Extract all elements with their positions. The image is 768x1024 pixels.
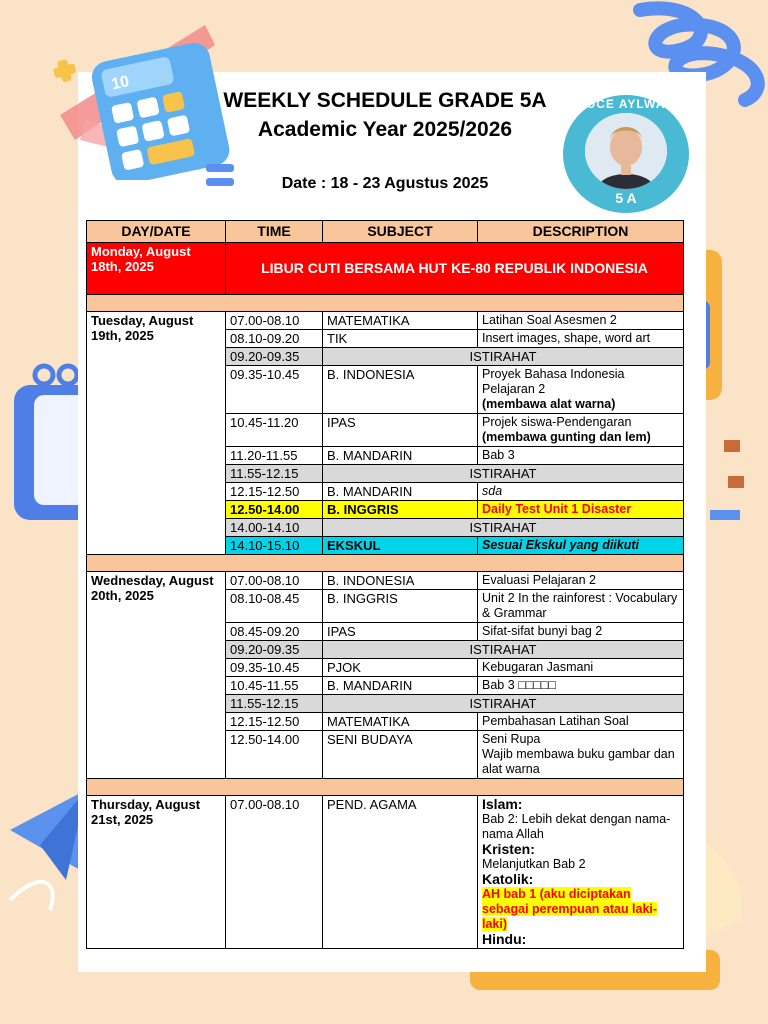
- religion-kristen-label: Kristen:: [482, 841, 535, 857]
- col-header-subject: SUBJECT: [323, 221, 478, 243]
- time-cell: 09.20-09.35: [226, 348, 323, 366]
- col-header-time: TIME: [226, 221, 323, 243]
- col-header-day: DAY/DATE: [87, 221, 226, 243]
- description-note: (membawa gunting dan lem): [482, 430, 651, 444]
- page-subtitle: Academic Year 2025/2026: [257, 118, 513, 141]
- description-cell: Unit 2 In the rainforest : Vocabulary & Grammar: [478, 590, 684, 623]
- subject-cell: PJOK: [323, 659, 478, 677]
- table-header-row: [87, 221, 684, 243]
- subject-cell: SENI BUDAYA: [323, 731, 478, 779]
- decor-bar-icon: [710, 510, 740, 520]
- day-tuesday: Tuesday, August 19th, 2025: [87, 312, 226, 555]
- time-cell: 12.50-14.00: [226, 501, 323, 519]
- description-text: Projek siswa-Pendengaran: [482, 415, 632, 429]
- subject-cell: B. MANDARIN: [323, 483, 478, 501]
- time-cell: 11.55-12.15: [226, 465, 323, 483]
- teacher-class: 5 A: [615, 190, 637, 206]
- description-cell: [478, 796, 684, 949]
- subject-cell: B. INDONESIA: [323, 572, 478, 590]
- description-cell: sda: [478, 483, 684, 501]
- day-thursday: Thursday, August 21st, 2025: [87, 796, 226, 949]
- time-cell: 08.10-08.45: [226, 590, 323, 623]
- decor-square-icon: [724, 440, 740, 452]
- break-cell: ISTIRAHAT: [323, 519, 684, 537]
- religion-katolik-desc-wrap: [482, 887, 679, 932]
- religion-katolik-label: Katolik:: [482, 871, 534, 887]
- subject-cell: B. MANDARIN: [323, 677, 478, 695]
- description-note: (membawa alat warna): [482, 397, 616, 411]
- description-cell: Latihan Soal Asesmen 2: [478, 312, 684, 330]
- teacher-photo: [585, 113, 667, 189]
- break-cell: ISTIRAHAT: [323, 348, 684, 366]
- col-header-description: DESCRIPTION: [478, 221, 684, 243]
- religion-islam-label: Islam:: [482, 796, 523, 812]
- person-icon: [585, 113, 667, 189]
- description-cell: Insert images, shape, word art: [478, 330, 684, 348]
- table-row: [87, 796, 684, 949]
- description-cell: [478, 414, 684, 447]
- time-cell: 10.45-11.20: [226, 414, 323, 447]
- religion-islam-desc: Bab 2: Lebih dekat dengan nama-nama Allah: [482, 812, 671, 841]
- description-cell: Bab 3 □□□□□: [478, 677, 684, 695]
- time-cell: 12.50-14.00: [226, 731, 323, 779]
- day-separator: [87, 779, 684, 796]
- subject-cell: IPAS: [323, 623, 478, 641]
- description-cell: Sifat-sifat bunyi bag 2: [478, 623, 684, 641]
- description-note: Wajib membawa buku gambar dan alat warna: [482, 747, 675, 776]
- subject-cell: B. INDONESIA: [323, 366, 478, 414]
- religion-hindu-label: Hindu:: [482, 931, 527, 947]
- time-cell: 09.20-09.35: [226, 641, 323, 659]
- break-cell: ISTIRAHAT: [323, 641, 684, 659]
- time-cell: 12.15-12.50: [226, 713, 323, 731]
- subject-cell: MATEMATIKA: [323, 713, 478, 731]
- time-cell: 11.55-12.15: [226, 695, 323, 713]
- time-cell: 09.35-10.45: [226, 659, 323, 677]
- description-cell: Evaluasi Pelajaran 2: [478, 572, 684, 590]
- time-cell: 07.00-08.10: [226, 572, 323, 590]
- teacher-name: BRUCE AYLWARD: [567, 97, 685, 111]
- subject-cell: B. MANDARIN: [323, 447, 478, 465]
- subject-cell: PEND. AGAMA: [323, 796, 478, 949]
- subject-cell: EKSKUL: [323, 537, 478, 555]
- description-cell: Bab 3: [478, 447, 684, 465]
- schedule-date: Date : 18 - 23 Agustus 2025: [281, 175, 489, 192]
- time-cell: 07.00-08.10: [226, 796, 323, 949]
- description-cell: Kebugaran Jasmani: [478, 659, 684, 677]
- svg-text:10: 10: [109, 73, 131, 94]
- description-cell: [478, 366, 684, 414]
- schedule-table: [86, 220, 684, 949]
- description-text: Seni Rupa: [482, 732, 541, 746]
- break-cell: ISTIRAHAT: [323, 465, 684, 483]
- time-cell: 07.00-08.10: [226, 312, 323, 330]
- description-cell: Sesuai Ekskul yang diikuti: [478, 537, 684, 555]
- subject-cell: MATEMATIKA: [323, 312, 478, 330]
- time-cell: 08.45-09.20: [226, 623, 323, 641]
- day-monday: Monday, August 18th, 2025: [87, 243, 226, 295]
- time-cell: 11.20-11.55: [226, 447, 323, 465]
- holiday-note: LIBUR CUTI BERSAMA HUT KE-80 REPUBLIK INDONESIA: [226, 243, 684, 295]
- subject-cell: B. INGGRIS: [323, 590, 478, 623]
- time-cell: 10.45-11.55: [226, 677, 323, 695]
- time-cell: 14.00-14.10: [226, 519, 323, 537]
- subject-cell: TIK: [323, 330, 478, 348]
- subject-cell: B. INGGRIS: [323, 501, 478, 519]
- break-cell: ISTIRAHAT: [323, 695, 684, 713]
- table-row: [87, 243, 684, 295]
- time-cell: 09.35-10.45: [226, 366, 323, 414]
- decor-square-icon: [728, 476, 744, 488]
- description-cell: [478, 731, 684, 779]
- time-cell: 08.10-09.20: [226, 330, 323, 348]
- description-text: Proyek Bahasa Indonesia Pelajaran 2: [482, 367, 625, 396]
- table-row: [87, 572, 684, 590]
- religion-kristen-desc: Melanjutkan Bab 2: [482, 857, 586, 871]
- description-cell: Daily Test Unit 1 Disaster: [478, 501, 684, 519]
- religion-katolik-desc: AH bab 1 (aku diciptakan sebagai perempuan atau laki-laki): [482, 887, 658, 931]
- day-wednesday: Wednesday, August 20th, 2025: [87, 572, 226, 779]
- time-cell: 12.15-12.50: [226, 483, 323, 501]
- page-title: WEEKLY SCHEDULE GRADE 5A: [223, 89, 547, 112]
- teacher-avatar: [563, 95, 689, 213]
- day-separator: [87, 555, 684, 572]
- time-cell: 14.10-15.10: [226, 537, 323, 555]
- paper-plane-icon: [10, 790, 86, 910]
- subject-cell: IPAS: [323, 414, 478, 447]
- description-cell: Pembahasan Latihan Soal: [478, 713, 684, 731]
- table-row: [87, 312, 684, 330]
- day-separator: [87, 295, 684, 312]
